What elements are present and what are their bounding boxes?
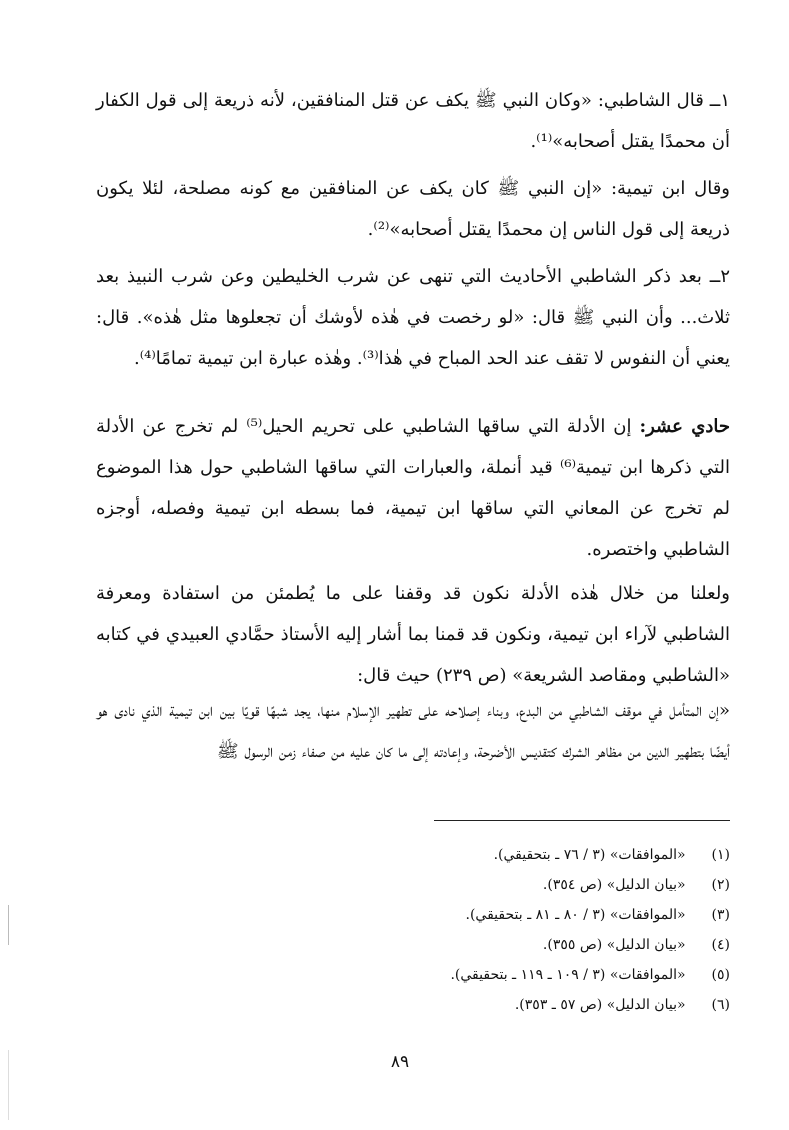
footnotes xyxy=(300,840,730,1020)
footnote-text: «الموافقات» (٣ / ١٠٩ ـ ١١٩ ـ بتحقيقي). xyxy=(450,967,686,983)
footnote-text: «الموافقات» (٣ / ٨٠ ـ ٨١ ـ بتحقيقي). xyxy=(465,907,686,923)
paragraph-3-text: ٢ــ بعد ذكر الشاطبي الأحاديث التي تنهى عن شرب الخليطين وعن شرب النبيذ بعد ثلاث... وأن النبي ﷺ قال: «لو رخصت في هٰذه لأوشك أن تجعلوها مثل هٰذه». قال: يعني أن النفوس لا تقف عند الحد المباح في هٰذا⁽³⁾. وهٰذه عبارة ابن تيمية تمامًا⁽⁴⁾. xyxy=(96,266,730,369)
footnote-text: «بيان الدليل» (ص ٣٥٤). xyxy=(542,877,686,893)
footnote-text: «الموافقات» (٣ / ٧٦ ـ بتحقيقي). xyxy=(493,847,686,863)
footnote-divider xyxy=(434,820,730,821)
paragraph-4-text: إن الأدلة التي ساقها الشاطبي على تحريم الحيل⁽⁵⁾ لم تخرج عن الأدلة التي ذكرها ابن تيمية⁽⁶⁾ قيد أنملة، والعبارات التي ساقها الشاطبي حول هذا الموضوع لم تخرج عن المعاني التي ساقها ابن تيمية، فما بسطه ابن تيمية وفصله، أوجزه الشاطبي واختصره. xyxy=(96,416,730,560)
scan-edge-mark xyxy=(8,1050,9,1120)
paragraph-1 xyxy=(96,80,730,162)
paragraph-2 xyxy=(96,168,730,250)
scan-edge-mark xyxy=(8,905,9,945)
paragraph-5 xyxy=(96,573,730,696)
paragraph-2-text: وقال ابن تيمية: «إن النبي ﷺ كان يكف عن المنافقين مع كونه مصلحة، لئلا يكون ذريعة إلى قول الناس إن محمدًا يقتل أصحابه»⁽²⁾. xyxy=(96,178,730,240)
footnote-text: «بيان الدليل» (ص ٣٥٥). xyxy=(542,937,686,953)
section-heading: حادي عشر: xyxy=(639,416,731,437)
footnote-number: (١) xyxy=(711,847,730,863)
footnote xyxy=(300,870,730,900)
footnote-number: (٤) xyxy=(711,937,730,953)
footnote-number: (٥) xyxy=(711,967,730,983)
paragraph-4 xyxy=(96,406,730,570)
paragraph-3 xyxy=(96,256,730,379)
footnote xyxy=(300,990,730,1020)
footnote xyxy=(300,900,730,930)
footnote xyxy=(300,930,730,960)
footnote-number: (٦) xyxy=(711,997,730,1013)
footnote-number: (٣) xyxy=(711,907,730,923)
footnote xyxy=(300,840,730,870)
paragraph-1-text: ١ــ قال الشاطبي: «وكان النبي ﷺ يكف عن قتل المنافقين، لأنه ذريعة إلى قول الكفار أن محمدًا يقتل أصحابه»⁽¹⁾. xyxy=(96,90,730,152)
page-number: ٨٩ xyxy=(390,1052,410,1072)
footnote-number: (٢) xyxy=(711,877,730,893)
paragraph-5-text: ولعلنا من خلال هٰذه الأدلة نكون قد وقفنا على ما يُطمئن من استفادة ومعرفة الشاطبي لآراء ابن تيمية، ونكون قد قمنا بما أشار إليه الأستاذ حمَّادي العبيدي في كتابه «الشاطبي ومقاصد الشريعة» (ص ٢٣٩) حيث قال: xyxy=(96,583,730,686)
paragraph-6 xyxy=(96,690,730,772)
footnote-text: «بيان الدليل» (ص ٥٧ ـ ٣٥٣). xyxy=(514,997,686,1013)
footnote xyxy=(300,960,730,990)
paragraph-6-text: «إن المتأمل في موقف الشاطبي من البدع، وبناء إصلاحه على تطهير الإسلام منها، يجد شبهًا قويًا بين ابن تيمية الذي نادى هو أيضًا بتطهير الدين من مظاهر الشرك كتقديس الأضرحة، وإعادته إلى ما كان عليه من صفاء زمن الرسول ﷺ xyxy=(96,700,730,762)
